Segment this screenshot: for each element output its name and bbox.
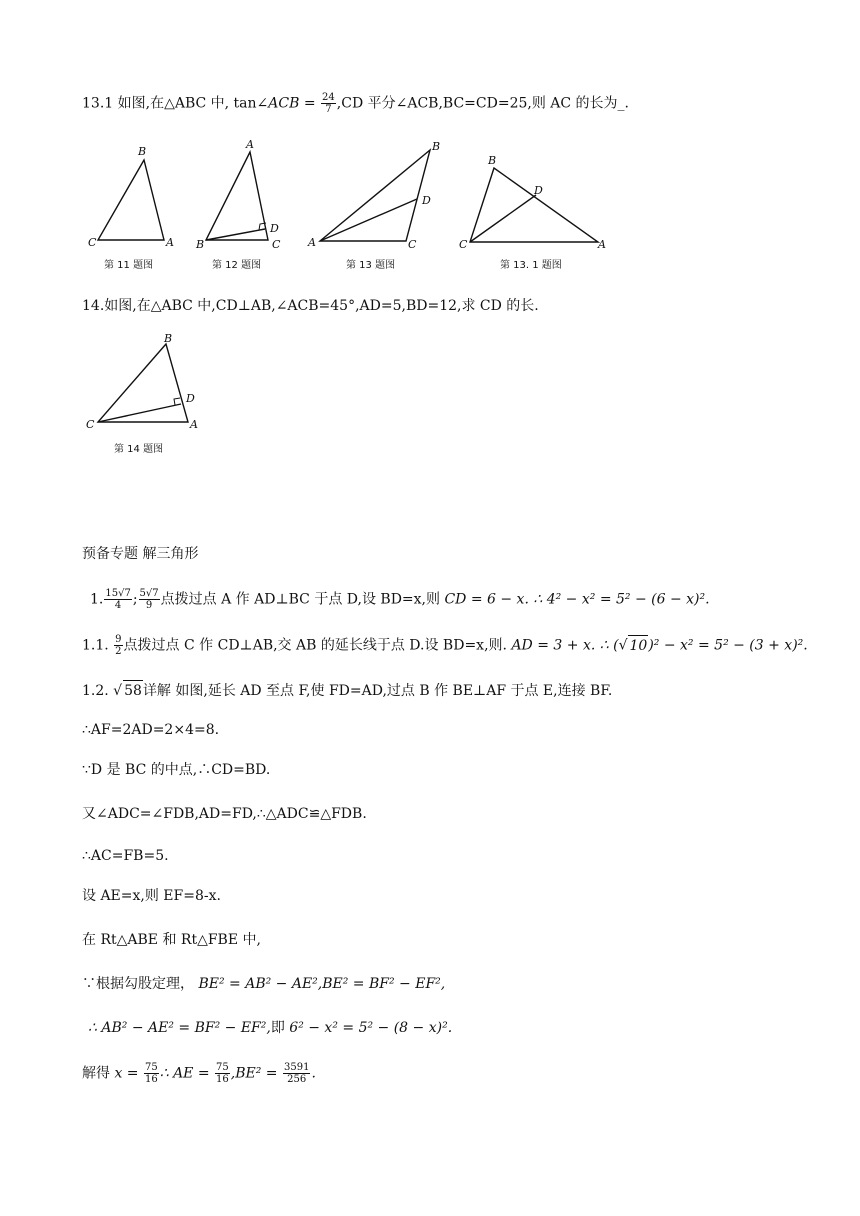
q13-1-angle: ACB xyxy=(268,95,300,112)
f13-1-caption: 第 13. 1 题图 xyxy=(500,260,562,271)
solve-frac-1 xyxy=(144,1062,159,1085)
q13-1-prefix: 13.1 如图,在△ABC 中, tan∠ xyxy=(82,95,269,112)
solve-math-2: ∴ AE = xyxy=(159,1065,215,1082)
f12-caption: 第 12 题图 xyxy=(212,260,262,271)
section-title: 预备专题 解三角形 xyxy=(82,546,199,562)
solve-line xyxy=(82,1062,316,1085)
f11-label-c: C xyxy=(88,236,97,249)
answer-1-2-number: 1.2. xyxy=(82,683,114,699)
step-3: 又∠ADC=∠FDB,AD=FD,∴△ADC≌△FDB. xyxy=(82,806,367,822)
f11-label-b: B xyxy=(138,145,147,158)
f14-label-b: B xyxy=(164,332,173,345)
solve-frac-3-num: 3591 xyxy=(283,1062,310,1073)
answer-1-1-frac xyxy=(114,634,122,657)
answer-1-sep: ; xyxy=(132,591,138,608)
pythagoras-math: BE² = AB² − AE²,BE² = BF² − EF², xyxy=(198,976,446,992)
answer-1-1-number: 1.1. xyxy=(82,637,114,654)
answer-1-1-math-2: )² − x² = 5² − (3 + x)². xyxy=(648,637,808,654)
step-4: ∴AC=FB=5. xyxy=(82,848,169,864)
solve-frac-3 xyxy=(283,1062,310,1085)
q13-1-frac-den: 7 xyxy=(325,104,332,115)
answer-1-frac-2-num: 5√7 xyxy=(139,588,159,599)
f13-label-b: B xyxy=(432,140,441,153)
f14-label-a: A xyxy=(190,418,198,431)
f12-label-a: A xyxy=(246,138,254,151)
f12-label-b: B xyxy=(196,238,205,251)
answer-1-2-sqrt: 58 xyxy=(123,680,143,701)
f12-label-d: D xyxy=(270,222,279,235)
q13-1-suffix: ,CD 平分∠ACB,BC=CD=25,则 AC 的长为_. xyxy=(336,95,630,112)
solve-frac-1-den: 16 xyxy=(144,1074,158,1085)
question-13-1 xyxy=(82,92,629,115)
answer-1-text: 点拨过点 A 作 AD⊥BC 于点 D,设 BD=x,则 xyxy=(160,591,445,608)
f11-caption: 第 11 题图 xyxy=(104,260,154,271)
answer-1-1-math-1: AD = 3 + x. ∴ ( xyxy=(511,637,619,654)
f13-label-a: A xyxy=(308,236,316,249)
step-1: ∴AF=2AD=2×4=8. xyxy=(82,722,220,738)
answer-1-2-text: 详解 如图,延长 AD 至点 F,使 FD=AD,过点 B 作 BE⊥AF 于点 E,连接 BF. xyxy=(142,683,613,699)
pythagoras-text: ∵根据勾股定理， xyxy=(82,976,199,992)
answer-1-frac-2-den: 9 xyxy=(145,600,153,611)
f14-label-d: D xyxy=(186,392,195,405)
step-2: ∵D 是 BC 的中点,∴CD=BD. xyxy=(82,762,271,778)
f11-label-a: A xyxy=(166,236,174,249)
answer-1-1-frac-num: 9 xyxy=(115,634,122,645)
answer-1-frac-1 xyxy=(104,588,131,611)
f13-label-c: C xyxy=(408,238,417,251)
solve-math-1: x = xyxy=(114,1065,143,1082)
solve-frac-2 xyxy=(215,1062,230,1085)
solve-frac-1-num: 75 xyxy=(144,1062,158,1073)
answer-1-frac-2 xyxy=(139,588,160,611)
solve-math-4: . xyxy=(311,1065,316,1082)
f12-label-c: C xyxy=(272,238,281,251)
f13-label-d: D xyxy=(422,194,431,207)
solve-math-3: ,BE² = xyxy=(230,1065,282,1082)
answer-1 xyxy=(90,588,710,611)
f14-label-c: C xyxy=(86,418,95,431)
q13-1-frac-num: 24 xyxy=(322,92,335,103)
figure-13-1 xyxy=(456,152,616,276)
answer-1-1: 1.1. $\frac{9}{2}$ 点拨过点 C 作 CD⊥AB,交 AB 的延长线于点 D.设 BD=x,则. AD = 3 + x. ∴ (√ 10)² − x² = 5² − (3 + x)². xyxy=(82,634,808,657)
answer-1-frac-1-num: 15√7 xyxy=(105,588,131,599)
answer-1-1-sqrt: 10 xyxy=(628,635,648,656)
figure-13 xyxy=(306,136,454,276)
f14-caption: 第 14 题图 xyxy=(114,444,164,455)
answer-1-number: 1. xyxy=(90,591,104,608)
step-6: 在 Rt△ABE 和 Rt△FBE 中, xyxy=(82,932,261,948)
figure-11 xyxy=(86,140,186,275)
step-5: 设 AE=x,则 EF=8-x. xyxy=(82,888,221,904)
q13-1-equals: = xyxy=(299,95,321,112)
pythagoras-line xyxy=(82,974,445,994)
question-14: 14.如图,在△ABC 中,CD⊥AB,∠ACB=45°,AD=5,BD=12,求 CD 的长. xyxy=(82,298,539,314)
q13-1-fraction xyxy=(321,92,336,115)
solve-frac-2-den: 16 xyxy=(216,1074,229,1085)
therefore-math-2: 6² − x² = 5² − (8 − x)². xyxy=(289,1020,453,1036)
solve-text: 解得 xyxy=(82,1065,115,1082)
answer-1-1-frac-den: 2 xyxy=(115,646,122,657)
f13-caption: 第 13 题图 xyxy=(346,260,396,271)
f13-1-label-d: D xyxy=(534,184,543,197)
answer-1-math: CD = 6 − x. ∴ 4² − x² = 5² − (6 − x)². xyxy=(444,591,710,608)
solve-frac-3-den: 256 xyxy=(287,1074,307,1085)
therefore-math-1: ∴ AB² − AE² = BF² − EF², xyxy=(88,1020,271,1036)
therefore-text: 即 xyxy=(270,1020,290,1036)
figure-14 xyxy=(84,330,204,460)
f13-1-label-a: A xyxy=(598,238,606,251)
f13-1-label-c: C xyxy=(459,238,468,251)
answer-1-frac-1-den: 4 xyxy=(114,600,122,611)
f13-1-label-b: B xyxy=(488,154,497,167)
therefore-line xyxy=(88,1018,452,1038)
figure-12 xyxy=(194,136,294,276)
answer-1-2: 1.2. √ 58详解 如图,延长 AD 至点 F,使 FD=AD,过点 B 作 BE⊥AF 于点 E,连接 BF. xyxy=(82,680,612,701)
solve-frac-2-num: 75 xyxy=(216,1062,229,1073)
answer-1-1-text: 点拨过点 C 作 CD⊥AB,交 AB 的延长线于点 D.设 BD=x,则. xyxy=(123,637,512,654)
